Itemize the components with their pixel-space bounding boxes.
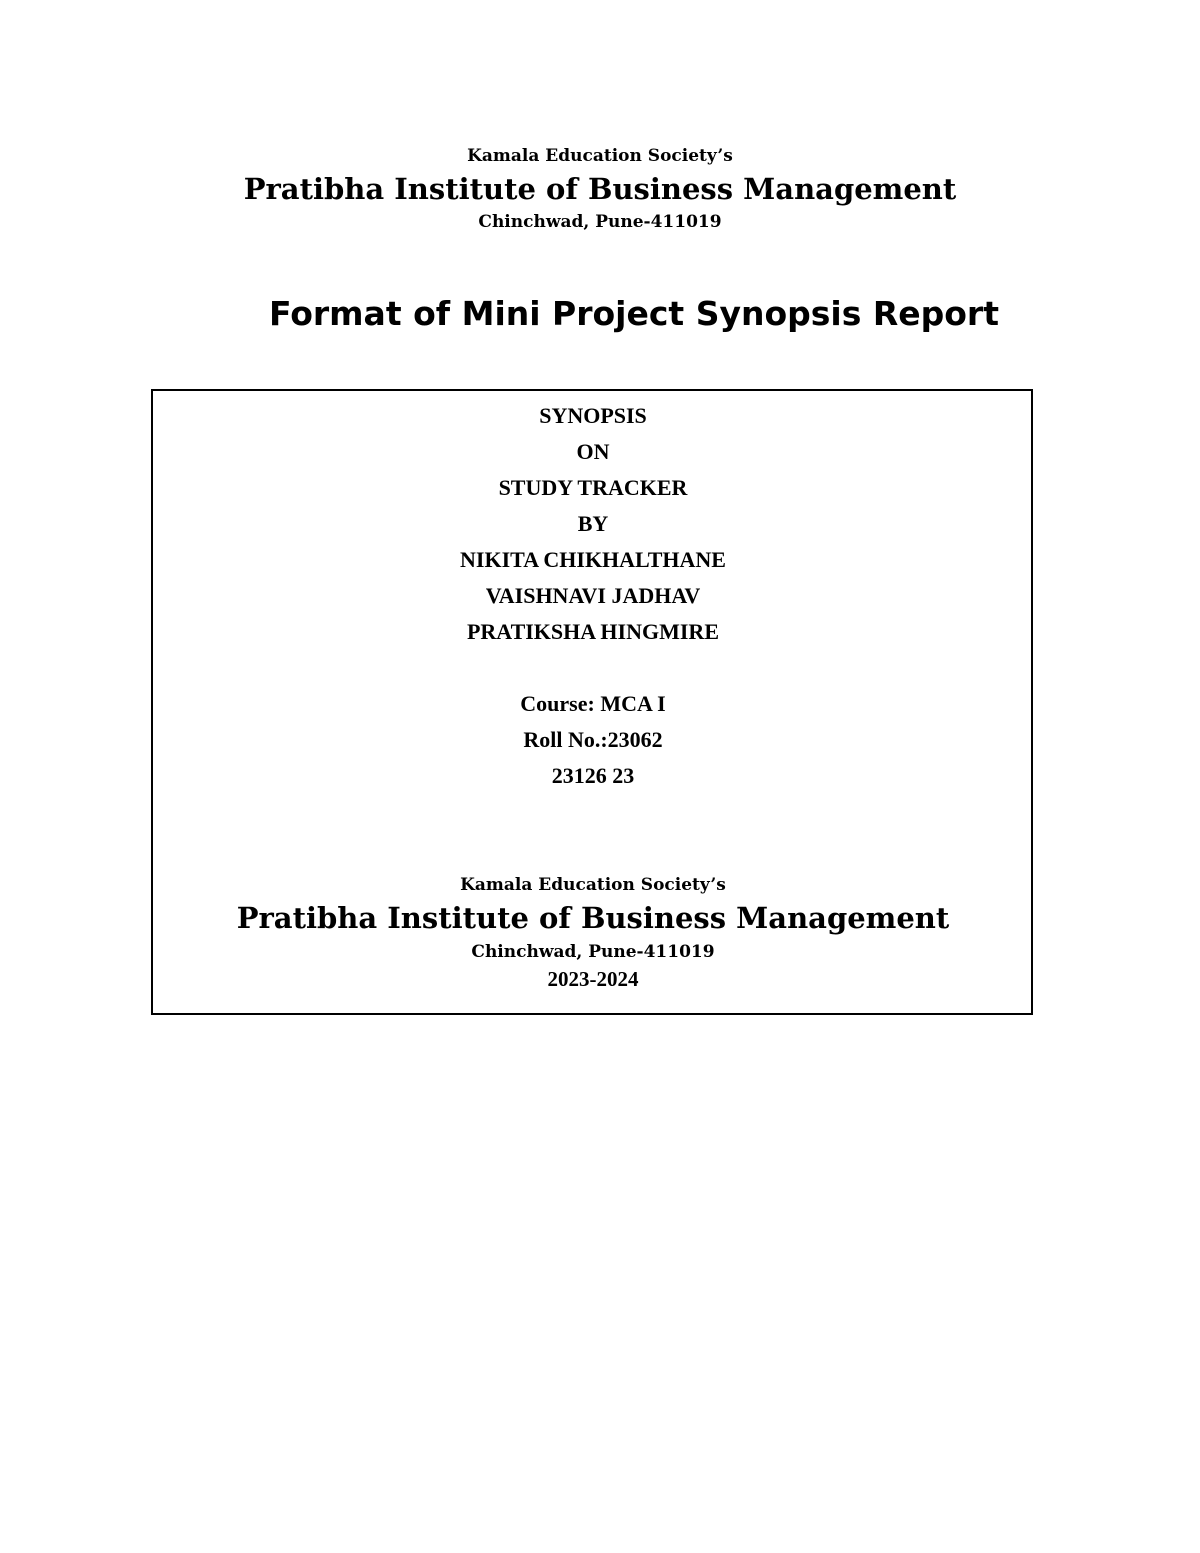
cover-footer — [153, 873, 1033, 993]
institute-location: Chinchwad, Pune-411019 — [478, 212, 722, 232]
society-name: Kamala Education Society’s — [467, 146, 733, 166]
roll-number: Roll No.:23062 — [523, 727, 663, 752]
course-label: Course: MCA I — [520, 691, 666, 716]
footer-society-name: Kamala Education Society’s — [460, 875, 726, 895]
author-name: PRATIKSHA HINGMIRE — [466, 619, 719, 644]
synopsis-label: SYNOPSIS — [539, 403, 647, 428]
spacer — [153, 653, 1033, 689]
academic-year: 2023-2024 — [547, 967, 639, 991]
cover-details — [153, 401, 1033, 797]
footer-institute-location: Chinchwad, Pune-411019 — [471, 942, 715, 962]
footer-institute-name: Pratibha Institute of Business Management — [236, 901, 950, 935]
on-label: ON — [576, 439, 610, 464]
format-title: Format of Mini Project Synopsis Report — [269, 294, 999, 333]
institute-name: Pratibha Institute of Business Management — [243, 172, 957, 206]
author-name: NIKITA CHIKHALTHANE — [460, 547, 726, 572]
project-title: STUDY TRACKER — [498, 475, 688, 500]
by-label: BY — [577, 511, 609, 536]
page-header — [0, 143, 1200, 235]
author-name: VAISHNAVI JADHAV — [485, 583, 701, 608]
synopsis-cover-box — [151, 389, 1033, 1015]
roll-number-continued: 23126 23 — [551, 763, 635, 788]
